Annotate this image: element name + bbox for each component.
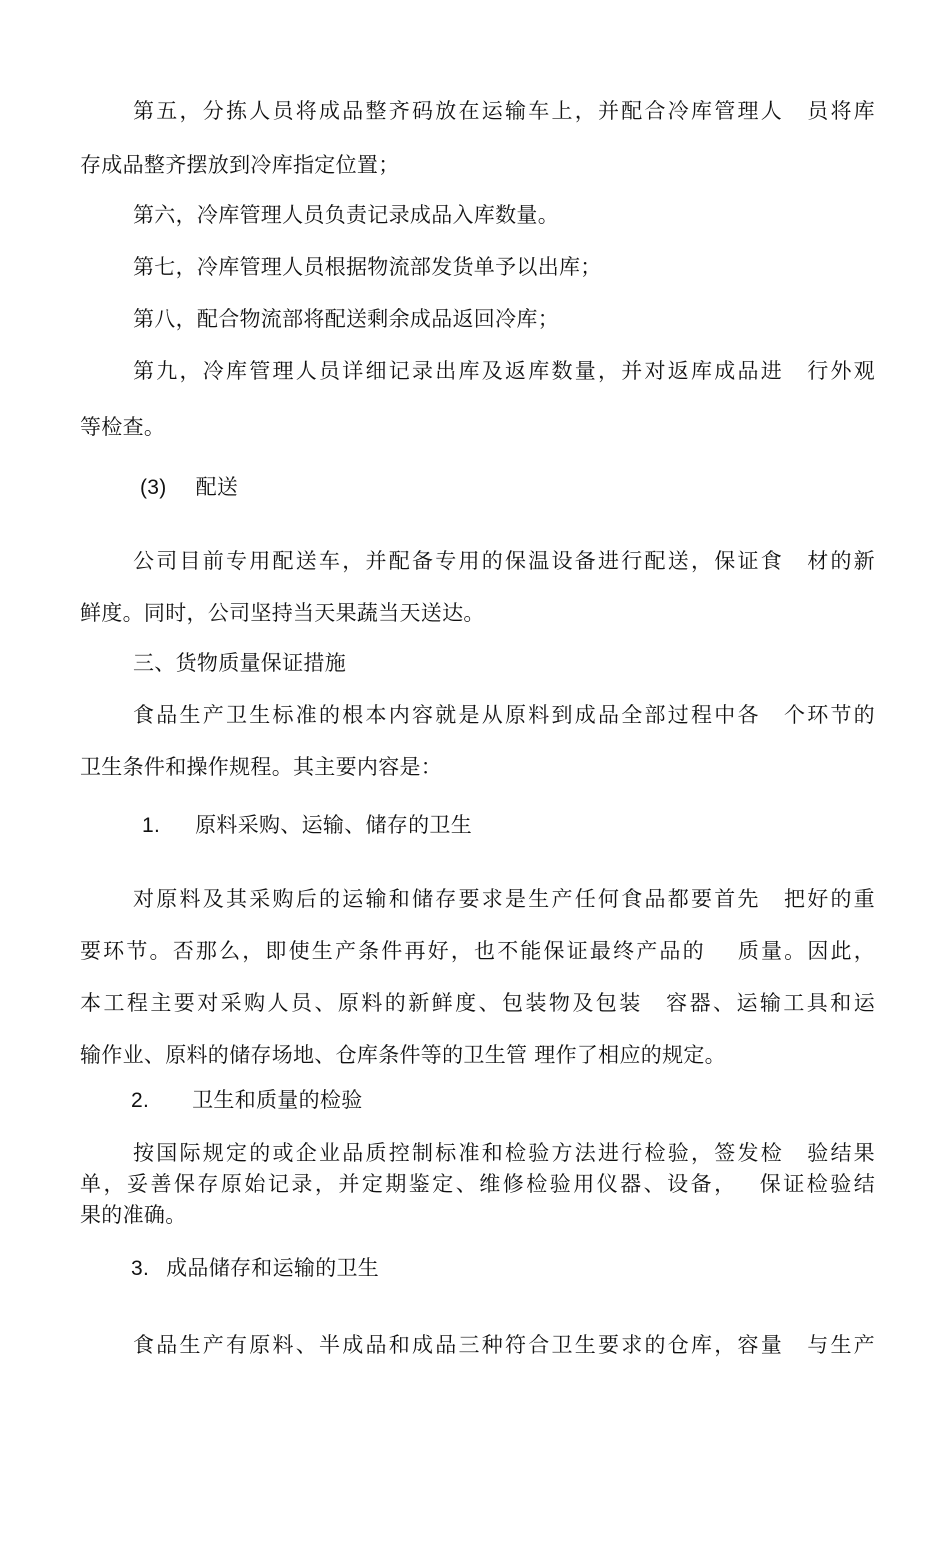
paragraph-3-line-1: 食品生产有原料、半成品和成品三种符合卫生要求的仓库，容量 与生产 [133,1333,875,1357]
paragraph-ninth-line-1: 第九，冷库管理人员详细记录出库及返库数量，并对返库成品进 行外观 [133,359,875,383]
paragraph-delivery-line-2: 鲜度。同时，公司坚持当天果蔬当天送达。 [80,601,485,625]
heading-delivery-title: 配送 [195,475,239,499]
heading-2-title: 卫生和质量的检验 [192,1088,363,1112]
paragraph-fifth-line-2: 存成品整齐摆放到冷库指定位置； [80,153,400,177]
paragraph-delivery-line-1: 公司目前专用配送车，并配备专用的保温设备进行配送，保证食 材的新 [133,549,875,573]
paragraph-ninth-line-2: 等检查。 [80,415,166,439]
heading-quality: 三、货物质量保证措施 [133,651,346,675]
paragraph-seventh: 第七，冷库管理人员根据物流部发货单予以出库； [133,255,602,279]
paragraph-2-line-1: 按国际规定的或企业品质控制标准和检验方法进行检验，签发检 验结果 [133,1141,875,1165]
heading-delivery [140,472,935,503]
heading-1-number: 1. [142,814,161,837]
paragraph-fifth-line-1: 第五，分拣人员将成品整齐码放在运输车上，并配合冷库管理人 员将库 [133,99,875,123]
paragraph-1-line-3: 本工程主要对采购人员、原料的新鲜度、包装物及包装 容器、运输工具和运 [80,991,875,1015]
paragraph-1-line-4: 输作业、原料的储存场地、仓库条件等的卫生管 理作了相应的规定。 [80,1043,726,1067]
paragraph-2-line-3: 果的准确。 [80,1203,187,1227]
heading-3 [131,1253,926,1284]
heading-delivery-number: (3) [140,476,167,499]
paragraph-quality-line-1: 食品生产卫生标准的根本内容就是从原料到成品全部过程中各 个环节的 [133,703,875,727]
paragraph-2-line-2: 单，妥善保存原始记录，并定期鉴定、维修检验用仪器、设备， 保证检验结 [80,1172,875,1196]
paragraph-1-line-2: 要环节。否那么，即使生产条件再好，也不能保证最终产品的 质量。因此， [80,939,875,963]
heading-1 [142,810,937,841]
heading-2-number: 2. [131,1089,150,1112]
heading-3-title: 成品储存和运输的卫生 [166,1256,380,1280]
heading-1-title: 原料采购、运输、储存的卫生 [195,813,473,837]
heading-2 [131,1085,926,1116]
heading-3-number: 3. [131,1257,150,1280]
paragraph-sixth: 第六，冷库管理人员负责记录成品入库数量。 [133,203,559,227]
paragraph-1-line-1: 对原料及其采购后的运输和储存要求是生产任何食品都要首先 把好的重 [133,887,875,911]
paragraph-quality-line-2: 卫生条件和操作规程。其主要内容是： [80,755,443,779]
paragraph-eighth: 第八，配合物流部将配送剩余成品返回冷库； [133,307,559,331]
